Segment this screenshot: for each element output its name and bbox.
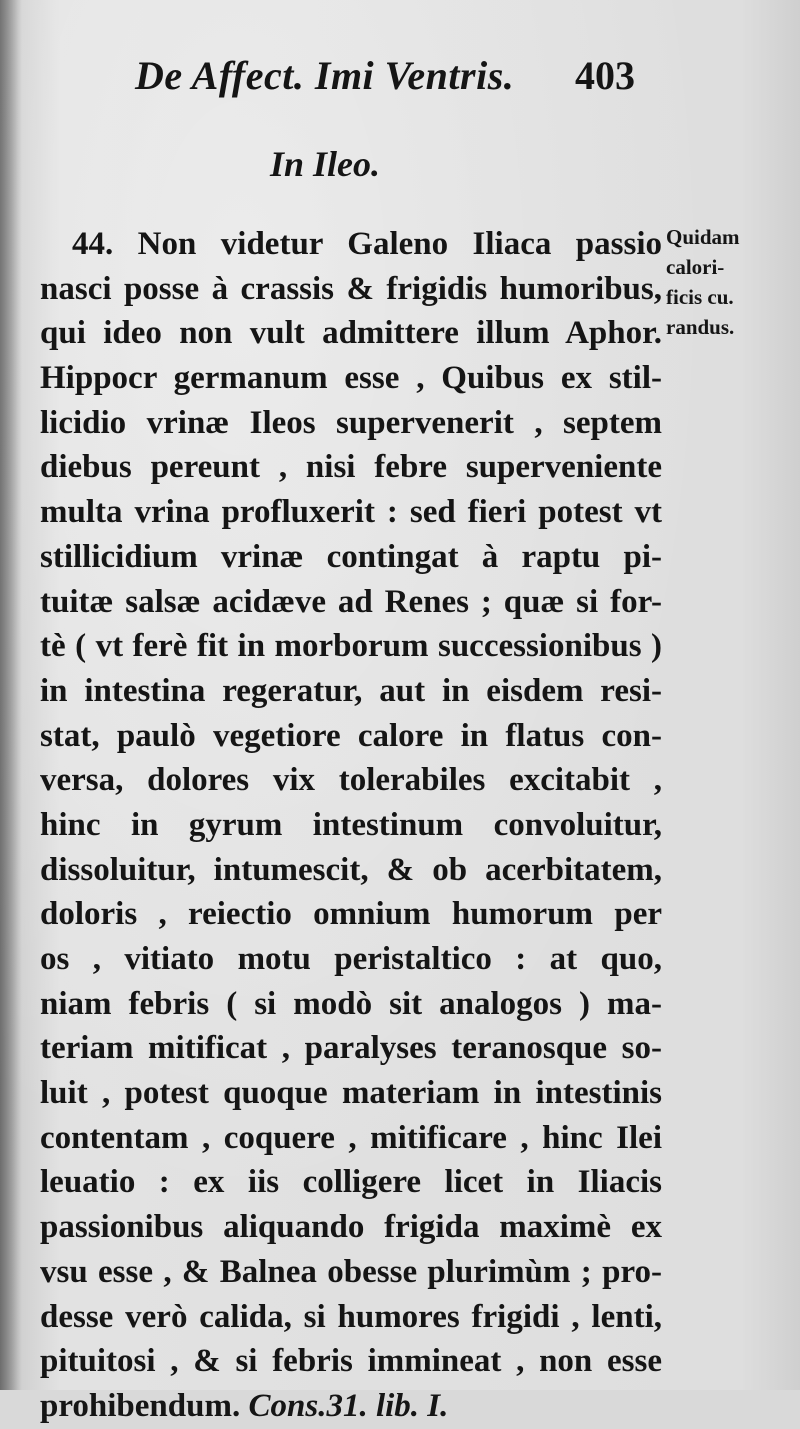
text-line: desse verò calida, si humores frigidi , lenti, (40, 1298, 662, 1335)
text-line: dissoluitur, intumescit, & ob acerbitatem, (40, 851, 662, 888)
text-line: multa vrina profluxerit : sed fieri potest vt (40, 494, 662, 531)
closing-words: prohibendum. (40, 1387, 241, 1424)
text-line: pituitosi , & si febris immineat , non esse (40, 1343, 662, 1380)
marginal-note-line: randus. (666, 315, 735, 339)
text-line: stillicidium vrinæ contingat à raptu pi- (40, 538, 662, 575)
text-line: leuatio : ex iis colligere licet in Iliacis (40, 1164, 662, 1201)
marginal-note-line: Quidam (666, 225, 740, 249)
text-line: in intestina regeratur, aut in eisdem resi- (40, 672, 662, 709)
text-line: diebus pereunt , nisi febre superveniente (40, 449, 662, 486)
body-text (40, 222, 662, 1429)
text-line: hinc in gyrum intestinum convoluitur, (40, 806, 662, 843)
text-line: doloris , reiectio omnium humorum per (40, 896, 662, 933)
marginal-note (666, 222, 796, 342)
citation: Cons.31. lib. I. (248, 1387, 449, 1424)
text-line: os , vitiato motu peristaltico : at quo, (40, 941, 662, 977)
text-line: Hippocr germanum esse , Quibus ex stil- (40, 360, 662, 397)
text-line: passionibus aliquando frigida maximè ex (40, 1209, 662, 1246)
text-line: tè ( vt ferè fit in morborum successionibus ) (40, 628, 662, 665)
section-title: In Ileo. (270, 144, 381, 184)
text-line: 44. Non videtur Galeno Iliaca passio (72, 226, 662, 262)
text-line: licidio vrinæ Ileos supervenerit , septem (40, 404, 662, 441)
text-line: qui ideo non vult admittere illum Aphor. (40, 315, 662, 352)
text-line-last (40, 1384, 662, 1429)
page-header (0, 52, 800, 112)
text-line: luit , potest quoque materiam in intestinis (40, 1075, 662, 1112)
text-line: tuitæ salsæ acidæve ad Renes ; quæ si for- (40, 583, 662, 620)
text-line: contentam , coquere , mitificare , hinc Ilei (40, 1119, 662, 1156)
gutter-shadow (0, 0, 22, 1390)
marginal-note-line: calori- (666, 255, 725, 279)
marginal-note-line: ficis cu. (666, 285, 734, 309)
text-line: stat, paulò vegetiore calore in flatus con- (40, 717, 662, 754)
text-line: teriam mitificat , paralyses teranosque so- (40, 1030, 662, 1067)
text-line: vsu esse , & Balnea obesse plurimùm ; pro- (40, 1253, 662, 1290)
page-number: 403 (575, 53, 635, 98)
text-line: niam febris ( si modò sit analogos ) ma- (40, 985, 662, 1022)
running-head: De Affect. Imi Ventris. (135, 53, 515, 98)
text-line: nasci posse à crassis & frigidis humoribus, (40, 270, 662, 307)
text-line: versa, dolores vix tolerabiles excitabit , (40, 762, 662, 799)
